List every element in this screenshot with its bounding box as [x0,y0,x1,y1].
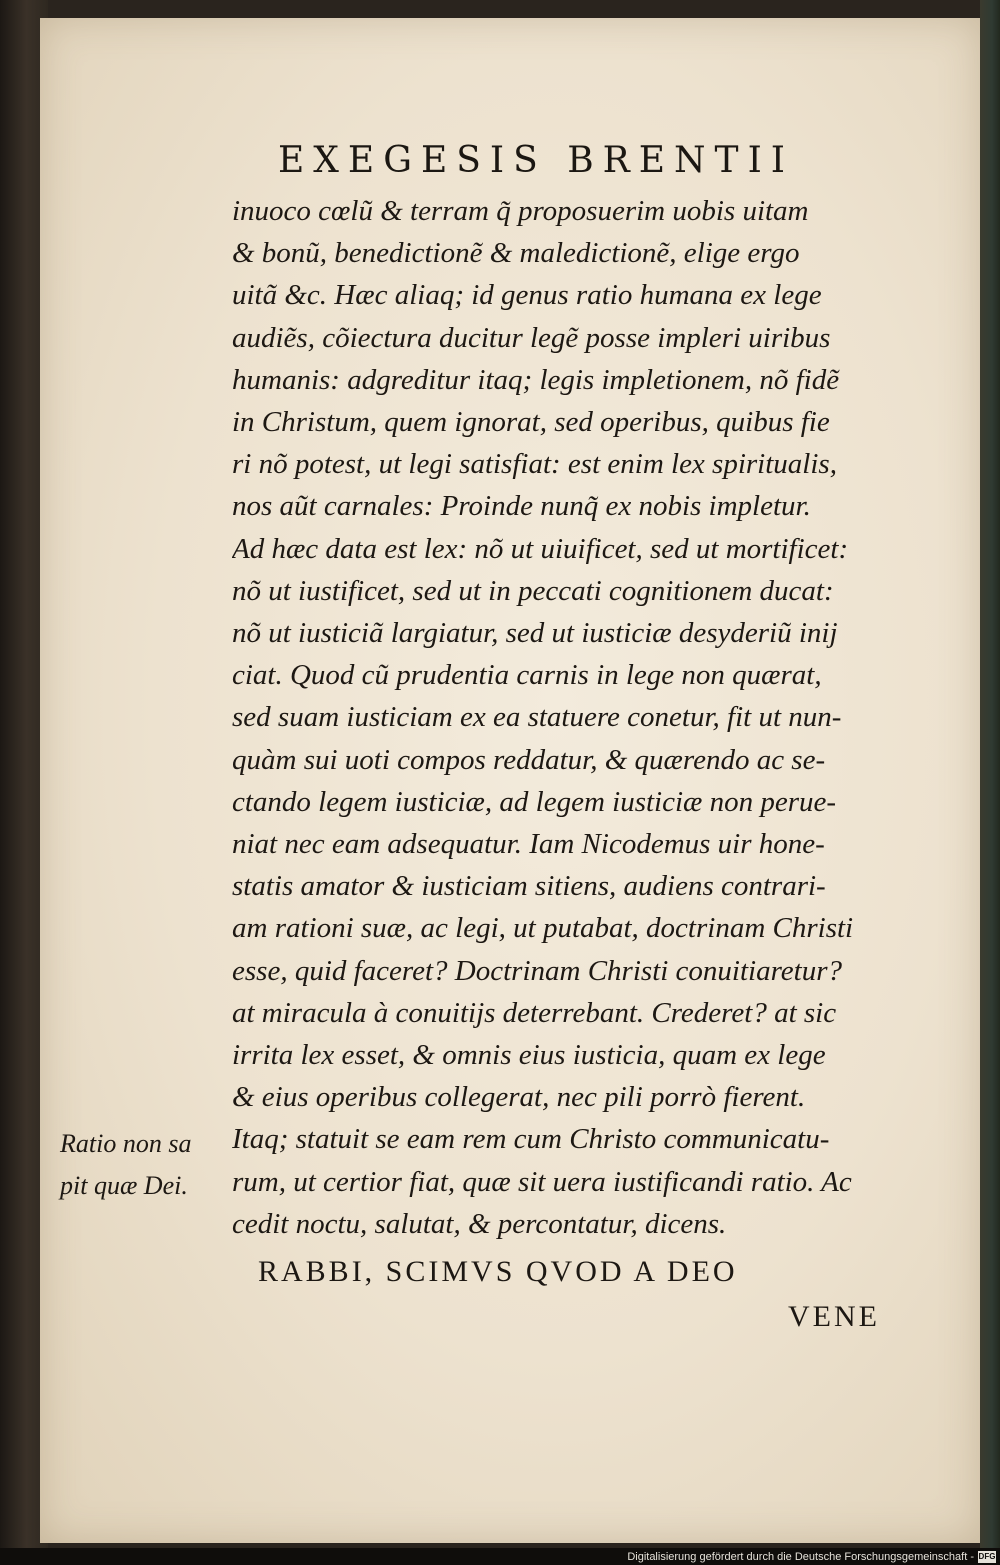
footer-credit: Digitalisierung gefördert durch die Deutsche Forschungsgemeinschaft - [627,1551,974,1563]
catchword: VENE [788,1300,880,1333]
text-line: inuoco cœlũ & terram q̃ proposuerim uobis uitam [232,195,809,227]
text-line: irrita lex esset, & omnis eius iusticia, quam ex lege [232,1039,826,1072]
marginal-line: pit quæ Dei. [60,1171,188,1200]
text-line: audiẽs, cõiectura ducitur legẽ posse impleri uiribus [232,321,831,354]
text-line: Ad hæc data est lex: nõ ut uiuificet, sed ut mortificet: [232,532,849,565]
text-line: nõ ut iustificet, sed ut in peccati cognitionem ducat: [232,574,834,607]
text-line: nõ ut iusticiã largiatur, sed ut iusticiæ desyderiũ inij [232,617,838,650]
text-line: at miracula à conuitijs deterrebant. Crederet? at sic [232,996,837,1029]
text-line: esse, quid faceret? Doctrinam Christi conuitiaretur? [232,954,843,987]
text-line: ri nõ potest, ut legi satisfiat: est enim lex spiritualis, [232,448,837,481]
text-line: am rationi suæ, ac legi, ut putabat, doctrinam Christi [232,912,854,945]
text-line: rum, ut certior fiat, quæ sit uera iustificandi ratio. Ac [232,1165,852,1198]
text-line: niat nec eam adsequatur. Iam Nicodemus uir hone- [232,828,825,861]
text-line: quàm sui uoti compos reddatur, & quærendo ac se- [232,743,826,776]
text-line: ciat. Quod cũ prudentia carnis in lege non quærat, [232,659,822,692]
book-cover-edge [980,0,1000,1548]
text-line: statis amator & iusticiam sitiens, audiens contrari- [232,870,826,903]
text-line: & bonũ, benedictionẽ & maledictionẽ, elige ergo [232,237,800,270]
text-line: Itaq; statuit se eam rem cum Christo communicatu- [232,1123,830,1156]
text-line: uitã &c. Hæc aliaq; id genus ratio humana ex lege [232,279,822,312]
running-head: EXEGESIS BRENTII [278,140,795,181]
text-line: & eius operibus collegerat, nec pili porrò fierent. [232,1081,806,1114]
dfg-logo-icon: DFG [978,1552,996,1561]
footer-bar [0,1548,1000,1565]
text-line: nos aũt carnales: Proinde nunq̃ ex nobis impletur. [232,490,811,523]
text-line: humanis: adgreditur itaq; legis impletionem, nõ fidẽ [232,363,840,396]
section-heading: RABBI, SCIMVS QVOD A DEO [258,1255,738,1288]
text-line: ctando legem iusticiæ, ad legem iusticiæ non perue- [232,785,837,818]
text-line: sed suam iusticiam ex ea statuere conetur, fit ut nun- [232,701,842,734]
text-line: in Christum, quem ignorat, sed operibus, quibus fie [232,406,830,439]
text-line: cedit noctu, salutat, & percontatur, dicens. [232,1207,727,1240]
body-text [232,190,872,1245]
marginal-line: Ratio non sa [60,1129,192,1158]
marginal-note [60,1123,260,1207]
